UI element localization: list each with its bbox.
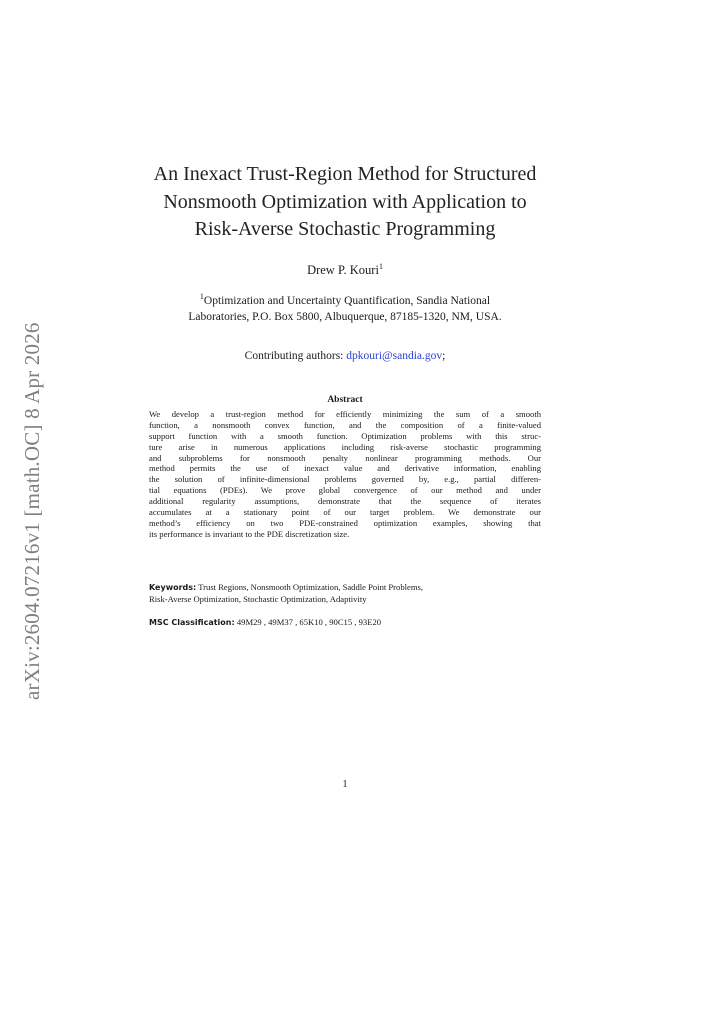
msc-classification bbox=[149, 617, 541, 627]
title-line: An Inexact Trust-Region Method for Structured bbox=[153, 163, 537, 185]
keywords-line bbox=[149, 582, 541, 594]
abstract-line: its performance is invariant to the PDE discretization size. bbox=[149, 528, 350, 539]
abstract-line: additional regularity assumptions, demonstrate that the sequence of iterates bbox=[149, 496, 541, 507]
abstract-line: function, a nonsmooth convex function, and the composition of a finite-valued bbox=[149, 419, 541, 430]
affiliation-text: Optimization and Uncertainty Quantification, Sandia National bbox=[203, 294, 491, 307]
author-email-link[interactable]: dpkouri@sandia.gov bbox=[346, 350, 443, 362]
contributing-label: Contributing authors: bbox=[244, 350, 347, 362]
affiliation bbox=[120, 289, 570, 325]
paper-title bbox=[120, 161, 570, 244]
page-number: 1 bbox=[342, 779, 348, 790]
affiliation-line bbox=[120, 289, 570, 309]
abstract-line: the solution of infinite-dimensional problems governed by, e.g., partial differen- bbox=[149, 474, 541, 485]
abstract-body bbox=[149, 409, 541, 540]
msc-codes: 49M29 , 49M37 , 65K10 , 90C15 , 93E20 bbox=[236, 617, 382, 627]
author-affil-mark: 1 bbox=[378, 262, 383, 271]
abstract-line: tial equations (PDEs). We prove global convergence of our method and under bbox=[149, 485, 541, 496]
author-name: Drew P. Kouri bbox=[307, 263, 379, 278]
msc-label: MSC Classification: bbox=[149, 618, 235, 627]
keywords-line: Risk-Averse Optimization, Stochastic Optimization, Adaptivity bbox=[149, 593, 367, 604]
affiliation-mark: 1 bbox=[199, 292, 204, 301]
abstract-line: support function with a smooth function. Optimization problems with this struc- bbox=[149, 430, 541, 441]
title-line: Nonsmooth Optimization with Application to bbox=[163, 190, 527, 213]
keywords-label: Keywords: bbox=[149, 583, 197, 592]
affiliation-line: Laboratories, P.O. Box 5800, Albuquerque, 87185-1320, NM, USA. bbox=[188, 310, 502, 323]
abstract-line: ture arise in numerous applications including risk-averse stochastic programming bbox=[149, 441, 541, 452]
abstract-line: accumulates at a stationary point of our target problem. We demonstrate our bbox=[149, 507, 541, 518]
author-line bbox=[120, 262, 570, 278]
abstract-line: We develop a trust-region method for efficiently minimizing the sum of a smooth bbox=[149, 409, 541, 419]
keywords bbox=[149, 582, 541, 605]
contributing-authors bbox=[120, 350, 570, 362]
arxiv-identifier: arXiv:2604.07216v1 [math.OC] 8 Apr 2026 bbox=[20, 322, 44, 700]
abstract-line: method permits the use of inexact value and derivative information, enabling bbox=[149, 463, 541, 474]
contributing-suffix: ; bbox=[442, 350, 446, 362]
title-line: Risk-Averse Stochastic Programming bbox=[194, 218, 496, 240]
abstract-line: and subproblems for nonsmooth penalty nonlinear programming methods. Our bbox=[149, 452, 541, 463]
abstract-heading: Abstract bbox=[327, 395, 363, 405]
keywords-text: Trust Regions, Nonsmooth Optimization, Saddle Point Problems, bbox=[198, 582, 424, 592]
abstract-line: method’s efficiency on two PDE-constrained optimization examples, showing that bbox=[149, 517, 541, 528]
